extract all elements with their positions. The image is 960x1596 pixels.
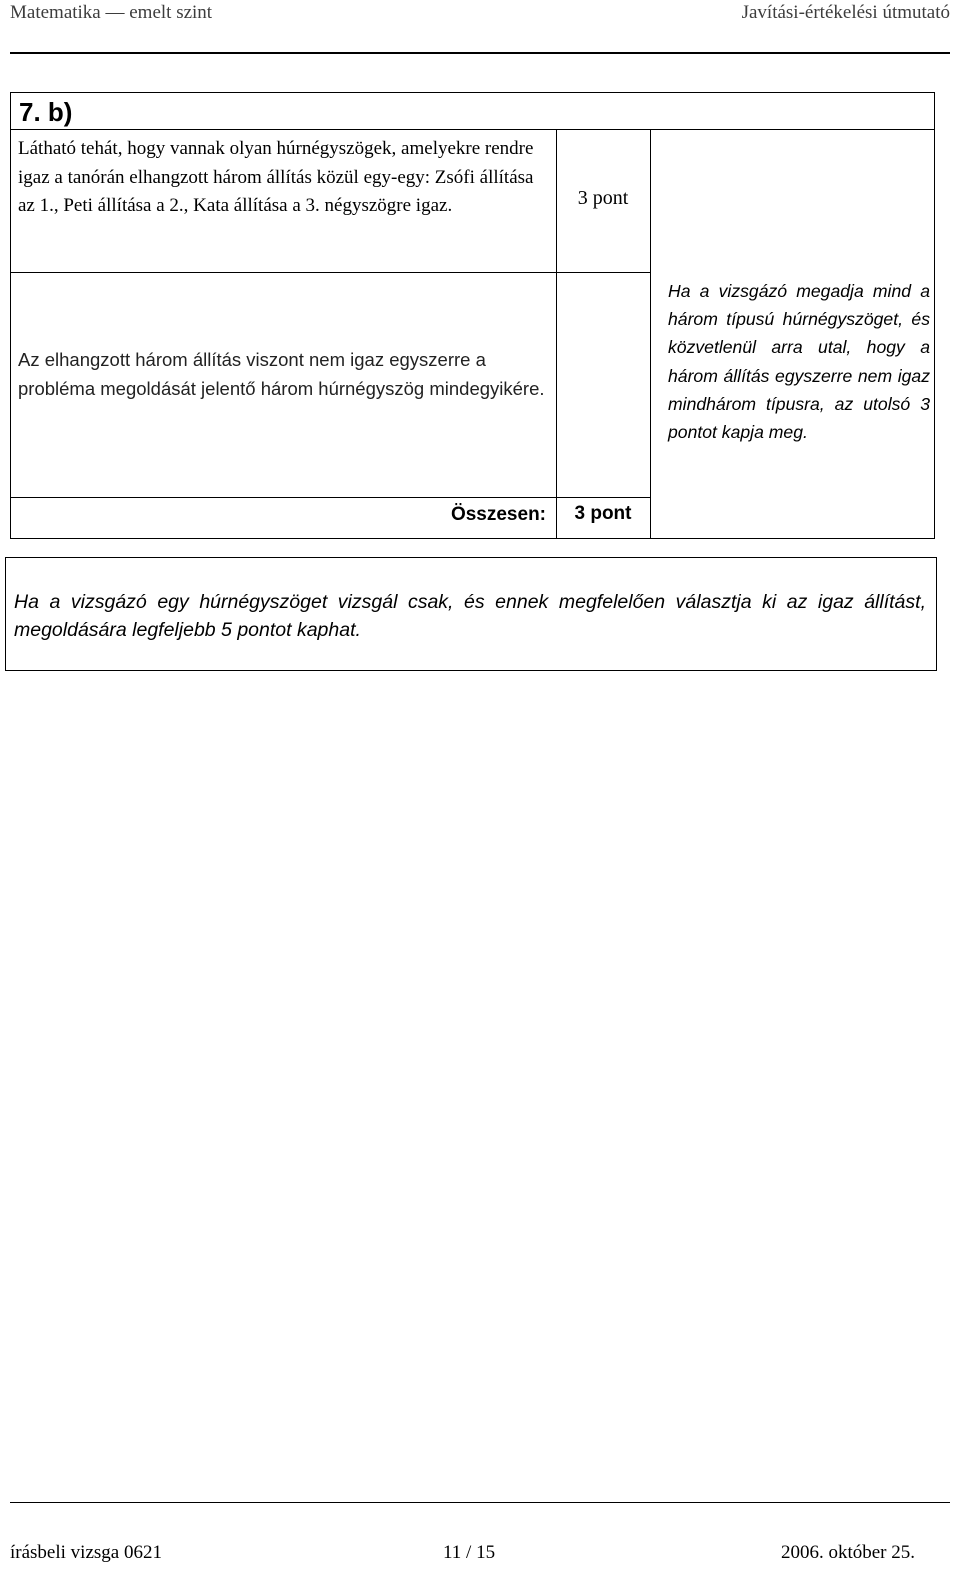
general-note-box	[5, 557, 937, 671]
points-cell: 3 pont	[577, 187, 629, 209]
solution-paragraph: Az elhangzott három állítás viszont nem igaz egyszerre a probléma megoldását jelentő három húrnégyszög mindegyikére.	[18, 349, 545, 399]
task-title: 7. b)	[19, 97, 73, 127]
total-points: 3 pont	[574, 503, 632, 524]
total-label: Összesen:	[450, 504, 546, 525]
row-divider	[11, 272, 650, 273]
grading-table	[10, 92, 935, 539]
grading-note: Ha a vizsgázó megadja mind a három típusú húrnégyszöget, és közvetlenül arra utal, hogy a három állítás egyszerre nem igaz mindhárom típusra, az utolsó 3 pontot kapja meg.	[668, 281, 930, 443]
column-divider	[650, 129, 651, 539]
header-rule	[10, 52, 950, 54]
footer-rule	[10, 1502, 950, 1503]
footer-exam-code: írásbeli vizsga 0621	[10, 1542, 162, 1563]
page-header	[10, 0, 950, 30]
row-divider	[11, 497, 650, 498]
solution-paragraph: Látható tehát, hogy vannak olyan húrnégyszögek, amelyekre rendre igaz a tanórán elhangzott három állítás közül egy-egy: Zsófi állítása az 1., Peti állítása a 2., Kata állítása a 3. négyszögre igaz.	[18, 138, 534, 216]
row-divider	[11, 129, 934, 130]
footer-page-number: 11 / 15	[443, 1542, 496, 1563]
footer-date: 2006. október 25.	[780, 1542, 915, 1563]
general-note: Ha a vizsgázó egy húrnégyszöget vizsgál csak, és ennek megfelelően választja ki az igaz állítást, megoldására legfeljebb 5 pontot kaphat.	[14, 591, 926, 641]
header-subject: Matematika — emelt szint	[10, 2, 213, 23]
header-doc-type: Javítási-értékelési útmutató	[741, 2, 950, 23]
